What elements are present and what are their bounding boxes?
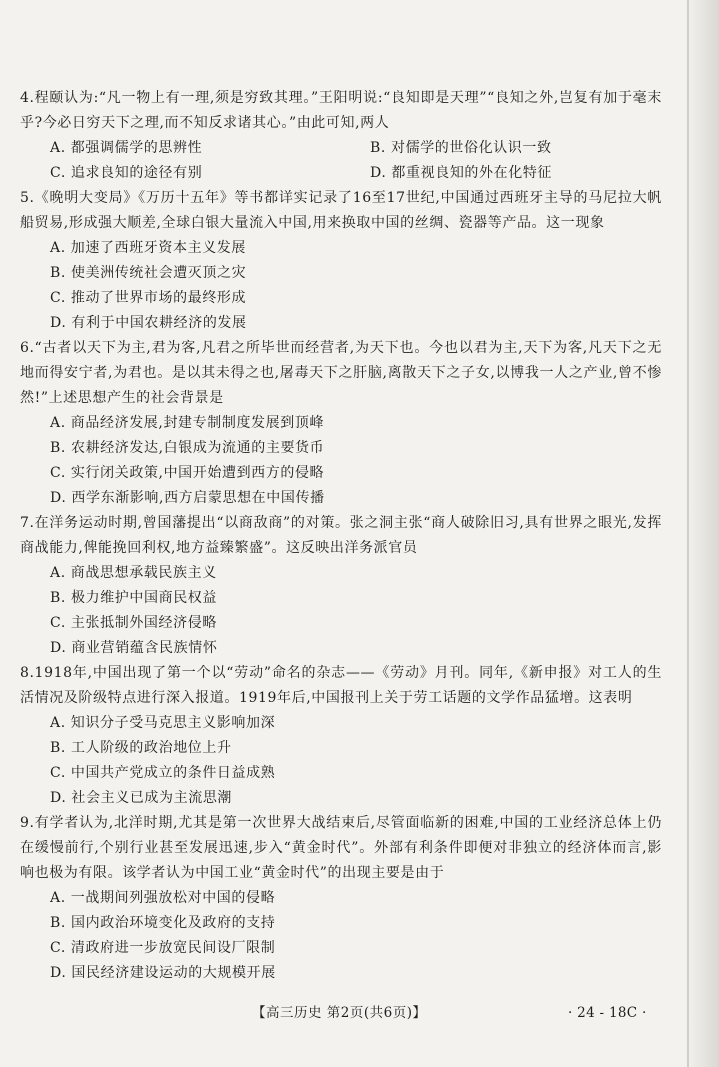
option-a: A. 都强调儒学的思辨性: [50, 140, 203, 156]
option-a: A. 知识分子受马克思主义影响加深: [50, 715, 276, 731]
option-b: B. 使美洲传统社会遭灭顶之灾: [50, 265, 247, 281]
option-list: [20, 411, 662, 511]
option-b: B. 极力维护中国商民权益: [50, 590, 217, 606]
question-8: [20, 661, 662, 811]
option-list: [20, 561, 662, 661]
question-stem: 4.程颐认为:“凡一物上有一理,须是穷致其理。”王阳明说:“良知即是天理”“良知之外,岂复有加于毫末乎?今必日穷天下之理,而不知反求诸其心。”由此可知,两人: [20, 90, 662, 131]
question-stem: 8.1918年,中国出现了第一个以“劳动”命名的杂志——《劳动》月刊。同年,《新申报》对工人的生活情况及阶级特点进行深入报道。1919年后,中国报刊上关于劳工话题的文学作品猛增。这表明: [20, 665, 662, 706]
option-list: [20, 136, 662, 186]
option-b: B. 国内政治环境变化及政府的支持: [50, 915, 276, 931]
option-b: B. 农耕经济发达,白银成为流通的主要货币: [50, 440, 325, 456]
exam-content: [20, 86, 662, 986]
option-c: C. 中国共产党成立的条件日益成熟: [50, 765, 276, 781]
option-a: A. 商品经济发展,封建专制制度发展到顶峰: [50, 415, 325, 431]
option-c: C. 清政府进一步放宽民间设厂限制: [50, 940, 276, 956]
page-fold-line: [687, 0, 689, 1067]
exam-code: · 24 - 18C ·: [568, 1005, 647, 1021]
question-4: [20, 86, 662, 186]
option-c: C. 主张抵制外国经济侵略: [50, 615, 217, 631]
question-6: [20, 336, 662, 511]
option-c: C. 推动了世界市场的最终形成: [50, 290, 247, 306]
question-stem: 5.《晚明大变局》《万历十五年》等书都详实记录了16至17世纪,中国通过西班牙主导的马尼拉大帆船贸易,形成强大顺差,全球白银大量流入中国,用来换取中国的丝绸、瓷器等产品。这一现象: [20, 190, 662, 231]
option-d: D. 有利于中国农耕经济的发展: [50, 315, 247, 331]
question-5: [20, 186, 662, 336]
option-list: [20, 236, 662, 336]
option-list: [20, 886, 662, 986]
question-7: [20, 511, 662, 661]
question-stem: 6.“古者以天下为主,君为客,凡君之所毕世而经营者,为天下也。今也以君为主,天下为客,凡天下之无地而得安宁者,为君也。是以其未得之也,屠毒天下之肝脑,离散天下之子女,以博我一人之产业,曾不惨然!”上述思想产生的社会背景是: [20, 340, 662, 406]
option-list: [20, 711, 662, 811]
option-c: C. 追求良知的途径有别: [50, 165, 203, 181]
question-stem: 9.有学者认为,北洋时期,尤其是第一次世界大战结束后,尽管面临新的困难,中国的工业经济总体上仍在缓慢前行,个别行业甚至发展迅速,步入“黄金时代”。外部有利条件即便对非独立的经济体而言,影响也极为有限。该学者认为中国工业“黄金时代”的出现主要是由于: [20, 815, 662, 881]
option-c: C. 实行闭关政策,中国开始遭到西方的侵略: [50, 465, 325, 481]
option-d: D. 国民经济建设运动的大规模开展: [50, 965, 276, 981]
option-a: A. 加速了西班牙资本主义发展: [50, 240, 247, 256]
question-9: [20, 811, 662, 986]
option-d: D. 商业营销蕴含民族情怀: [50, 640, 218, 656]
question-stem: 7.在洋务运动时期,曾国藩提出“以商敌商”的对策。张之洞主张“商人破除旧习,具有世界之眼光,发挥商战能力,俾能挽回利权,地方益臻繁盛”。这反映出洋务派官员: [20, 515, 662, 556]
option-d: D. 社会主义已成为主流思潮: [50, 790, 233, 806]
option-b: B. 工人阶级的政治地位上升: [50, 740, 232, 756]
page-info: 【高三历史 第2页(共6页)】: [252, 1005, 427, 1021]
option-d: D. 都重视良知的外在化特征: [370, 165, 553, 181]
page-edge-shadow: [685, 0, 719, 1067]
option-a: A. 商战思想承载民族主义: [50, 565, 217, 581]
option-d: D. 西学东渐影响,西方启蒙思想在中国传播: [50, 490, 325, 506]
option-a: A. 一战期间列强放松对中国的侵略: [50, 890, 276, 906]
option-b: B. 对儒学的世俗化认识一致: [370, 140, 552, 156]
